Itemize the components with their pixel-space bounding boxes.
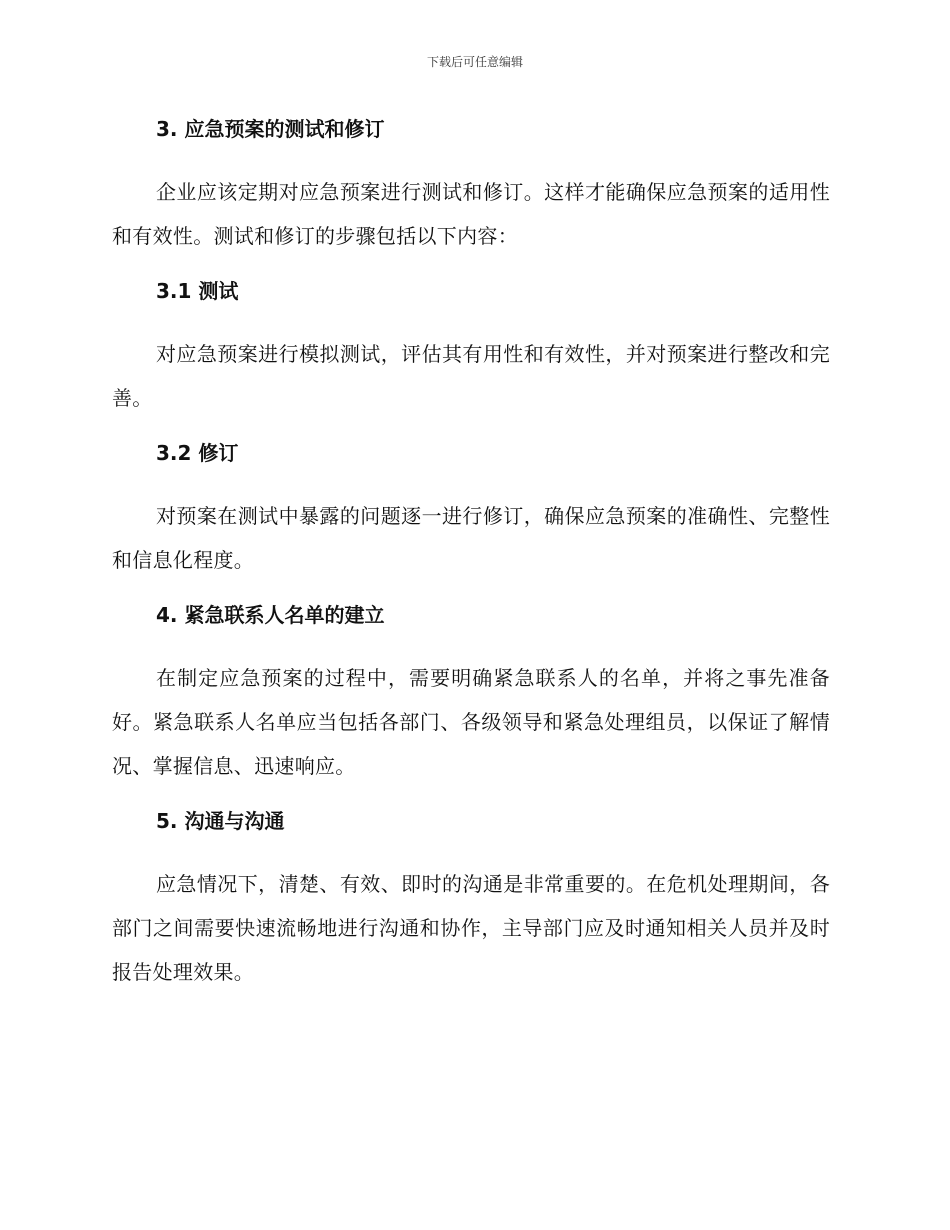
- section-3-1: [112, 272, 830, 420]
- section-paragraph: 在制定应急预案的过程中，需要明确紧急联系人的名单，并将之事先准备好。紧急联系人名单应当包括各部门、各级领导和紧急处理组员，以保证了解情况、掌握信息、迅速响应。: [112, 666, 830, 778]
- document-body: [112, 110, 830, 1008]
- section-paragraph: 企业应该定期对应急预案进行测试和修订。这样才能确保应急预案的适用性和有效性。测试和修订的步骤包括以下内容：: [112, 180, 830, 248]
- section-heading: 3. 应急预案的测试和修订: [156, 117, 385, 141]
- section-paragraph: 应急情况下，清楚、有效、即时的沟通是非常重要的。在危机处理期间，各部门之间需要快速流畅地进行沟通和协作，主导部门应及时通知相关人员并及时报告处理效果。: [112, 872, 830, 984]
- section-paragraph: 对应急预案进行模拟测试，评估其有用性和有效性，并对预案进行整改和完善。: [112, 342, 830, 410]
- page-header: 下载后可任意编辑: [426, 55, 523, 69]
- section-4: [112, 596, 830, 788]
- section-heading: 3.2 修订: [156, 441, 239, 465]
- section-3: [112, 110, 830, 258]
- section-5: [112, 802, 830, 994]
- section-3-2: [112, 434, 830, 582]
- section-paragraph: 对预案在测试中暴露的问题逐一进行修订，确保应急预案的准确性、完整性和信息化程度。: [112, 504, 830, 572]
- section-heading: 4. 紧急联系人名单的建立: [156, 603, 385, 627]
- section-heading: 5. 沟通与沟通: [156, 809, 285, 833]
- section-heading: 3.1 测试: [156, 279, 239, 303]
